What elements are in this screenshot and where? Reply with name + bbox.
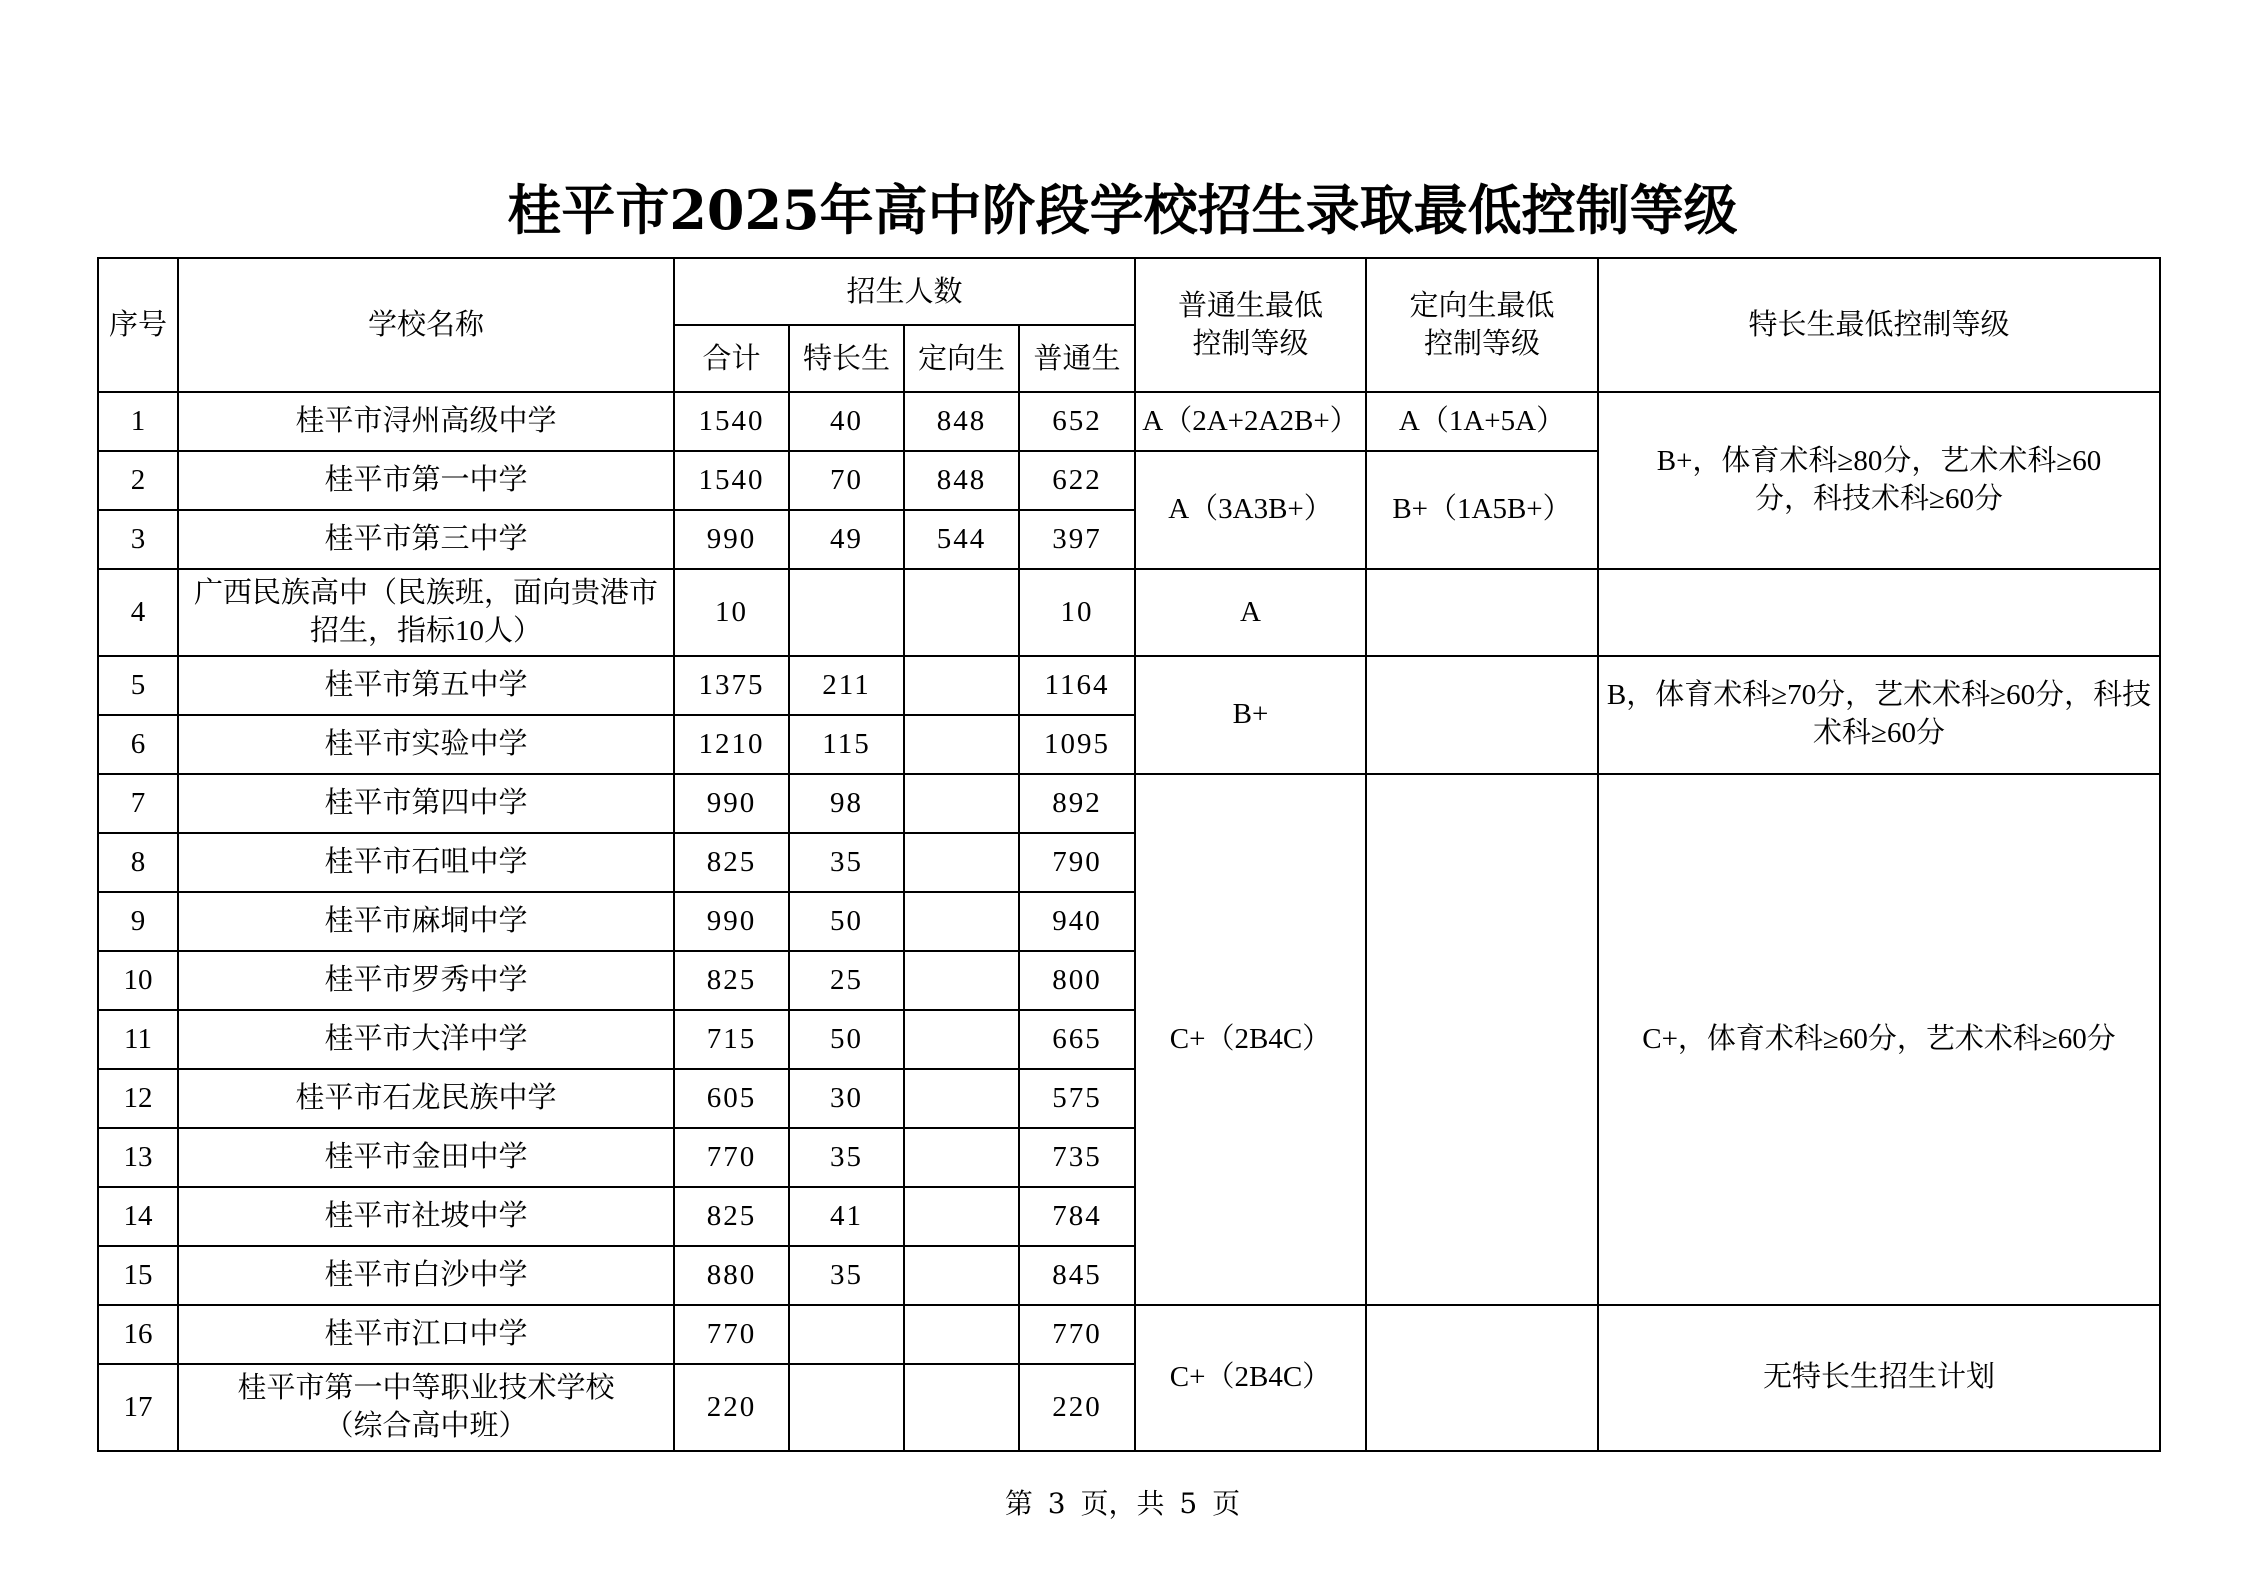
cell-regular: 10: [1019, 569, 1135, 656]
cell-specialty-min: B+，体育术科≥80分，艺术术科≥60分，科技术科≥60分: [1598, 392, 2160, 569]
cell-school: 桂平市石咀中学: [178, 833, 674, 892]
cell-total: 1540: [674, 392, 789, 451]
cell-total: 605: [674, 1069, 789, 1128]
cell-directed: [904, 715, 1019, 774]
cell-total: 825: [674, 1187, 789, 1246]
cell-regular-min: A（3A3B+）: [1135, 451, 1366, 569]
cell-directed-min: [1366, 774, 1598, 1305]
cell-seq: 6: [98, 715, 178, 774]
table-row: [98, 656, 2160, 715]
header-specialty-min: 特长生最低控制等级: [1598, 258, 2160, 392]
cell-directed-min: [1366, 569, 1598, 656]
cell-regular: 940: [1019, 892, 1135, 951]
page-number: 第 3 页，共 5 页: [1004, 1487, 1241, 1520]
cell-seq: 8: [98, 833, 178, 892]
cell-total: 880: [674, 1246, 789, 1305]
cell-school: 桂平市实验中学: [178, 715, 674, 774]
cell-total: 990: [674, 774, 789, 833]
cell-total: 220: [674, 1364, 789, 1451]
cell-specialty: 211: [789, 656, 904, 715]
cell-directed: [904, 892, 1019, 951]
cell-directed: 544: [904, 510, 1019, 569]
cell-school: 桂平市白沙中学: [178, 1246, 674, 1305]
cell-regular: 397: [1019, 510, 1135, 569]
cell-specialty: 35: [789, 833, 904, 892]
cell-total: 770: [674, 1305, 789, 1364]
cell-directed: [904, 1069, 1019, 1128]
cell-specialty: 25: [789, 951, 904, 1010]
cell-regular: 1164: [1019, 656, 1135, 715]
cell-directed-min: B+（1A5B+）: [1366, 451, 1598, 569]
cell-regular-min: C+（2B4C）: [1135, 774, 1366, 1305]
cell-specialty-min: C+，体育术科≥60分，艺术术科≥60分: [1598, 774, 2160, 1305]
cell-regular: 845: [1019, 1246, 1135, 1305]
cell-regular: 735: [1019, 1128, 1135, 1187]
cell-specialty: [789, 1364, 904, 1451]
cell-specialty: 35: [789, 1128, 904, 1187]
cell-directed: [904, 1364, 1019, 1451]
page-title: 桂平市2025年高中阶段学校招生录取最低控制等级: [507, 178, 1738, 242]
header-directed-min: 定向生最低控制等级: [1366, 258, 1598, 392]
header-seq: 序号: [98, 258, 178, 392]
cell-total: 1375: [674, 656, 789, 715]
cell-school: 桂平市第三中学: [178, 510, 674, 569]
cell-school: 桂平市第一中等职业技术学校（综合高中班）: [178, 1364, 674, 1451]
header-regular: 普通生: [1019, 325, 1135, 392]
cell-specialty: 115: [789, 715, 904, 774]
cell-seq: 7: [98, 774, 178, 833]
cell-total: 1210: [674, 715, 789, 774]
cell-specialty: [789, 1305, 904, 1364]
cell-specialty: 40: [789, 392, 904, 451]
cell-regular: 652: [1019, 392, 1135, 451]
cell-specialty: 70: [789, 451, 904, 510]
cell-school: 桂平市大洋中学: [178, 1010, 674, 1069]
cell-seq: 17: [98, 1364, 178, 1451]
cell-school: 桂平市社坡中学: [178, 1187, 674, 1246]
cell-directed: [904, 569, 1019, 656]
cell-school: 广西民族高中（民族班，面向贵港市招生，指标10人）: [178, 569, 674, 656]
cell-regular-min: C+（2B4C）: [1135, 1305, 1366, 1451]
cell-school: 桂平市浔州高级中学: [178, 392, 674, 451]
cell-regular-min: B+: [1135, 656, 1366, 774]
cell-total: 825: [674, 833, 789, 892]
cell-regular: 770: [1019, 1305, 1135, 1364]
header-specialty: 特长生: [789, 325, 904, 392]
cell-total: 990: [674, 510, 789, 569]
cell-specialty: 50: [789, 1010, 904, 1069]
cell-directed: [904, 656, 1019, 715]
cell-school: 桂平市金田中学: [178, 1128, 674, 1187]
cell-seq: 14: [98, 1187, 178, 1246]
cell-directed: [904, 1187, 1019, 1246]
cell-directed: [904, 1128, 1019, 1187]
header-row-1: [98, 258, 2160, 325]
cell-total: 990: [674, 892, 789, 951]
cell-total: 770: [674, 1128, 789, 1187]
cell-regular: 665: [1019, 1010, 1135, 1069]
cell-seq: 10: [98, 951, 178, 1010]
cell-school: 桂平市江口中学: [178, 1305, 674, 1364]
cell-school: 桂平市第五中学: [178, 656, 674, 715]
cell-specialty: [789, 569, 904, 656]
header-school: 学校名称: [178, 258, 674, 392]
cell-school: 桂平市罗秀中学: [178, 951, 674, 1010]
cell-school: 桂平市第一中学: [178, 451, 674, 510]
cell-directed: [904, 1305, 1019, 1364]
cell-specialty: 98: [789, 774, 904, 833]
cell-total: 715: [674, 1010, 789, 1069]
cell-specialty: 41: [789, 1187, 904, 1246]
cell-seq: 12: [98, 1069, 178, 1128]
cell-total: 825: [674, 951, 789, 1010]
cell-seq: 9: [98, 892, 178, 951]
cell-total: 10: [674, 569, 789, 656]
cell-specialty: 35: [789, 1246, 904, 1305]
cell-directed: [904, 951, 1019, 1010]
table-row: [98, 392, 2160, 451]
cell-seq: 13: [98, 1128, 178, 1187]
cell-specialty: 49: [789, 510, 904, 569]
header-directed: 定向生: [904, 325, 1019, 392]
cell-seq: 1: [98, 392, 178, 451]
cell-seq: 11: [98, 1010, 178, 1069]
cell-seq: 15: [98, 1246, 178, 1305]
header-enrollment-group: 招生人数: [674, 258, 1135, 325]
cell-directed-min: [1366, 656, 1598, 774]
cell-specialty: 50: [789, 892, 904, 951]
enrollment-table: [97, 257, 2161, 1452]
cell-directed: [904, 1246, 1019, 1305]
table-row: [98, 569, 2160, 656]
cell-regular-min: A（2A+2A2B+）: [1135, 392, 1366, 451]
cell-regular: 892: [1019, 774, 1135, 833]
cell-school: 桂平市石龙民族中学: [178, 1069, 674, 1128]
cell-total: 1540: [674, 451, 789, 510]
cell-school: 桂平市麻垌中学: [178, 892, 674, 951]
cell-specialty-min: [1598, 569, 2160, 656]
cell-specialty-min: B，体育术科≥70分，艺术术科≥60分，科技术科≥60分: [1598, 656, 2160, 774]
cell-regular: 790: [1019, 833, 1135, 892]
cell-regular: 575: [1019, 1069, 1135, 1128]
cell-regular: 800: [1019, 951, 1135, 1010]
cell-directed: [904, 774, 1019, 833]
cell-regular: 220: [1019, 1364, 1135, 1451]
cell-seq: 4: [98, 569, 178, 656]
cell-specialty: 30: [789, 1069, 904, 1128]
table-row: [98, 1305, 2160, 1364]
cell-seq: 5: [98, 656, 178, 715]
cell-seq: 2: [98, 451, 178, 510]
cell-directed-min: A（1A+5A）: [1366, 392, 1598, 451]
table-row: [98, 774, 2160, 833]
cell-directed-min: [1366, 1305, 1598, 1451]
cell-seq: 3: [98, 510, 178, 569]
cell-directed: [904, 1010, 1019, 1069]
cell-regular: 622: [1019, 451, 1135, 510]
cell-regular: 784: [1019, 1187, 1135, 1246]
cell-regular: 1095: [1019, 715, 1135, 774]
cell-directed: [904, 833, 1019, 892]
cell-directed: 848: [904, 392, 1019, 451]
cell-directed: 848: [904, 451, 1019, 510]
header-total: 合计: [674, 325, 789, 392]
cell-regular-min: A: [1135, 569, 1366, 656]
cell-specialty-min: 无特长生招生计划: [1598, 1305, 2160, 1451]
cell-school: 桂平市第四中学: [178, 774, 674, 833]
header-regular-min: 普通生最低控制等级: [1135, 258, 1366, 392]
cell-seq: 16: [98, 1305, 178, 1364]
